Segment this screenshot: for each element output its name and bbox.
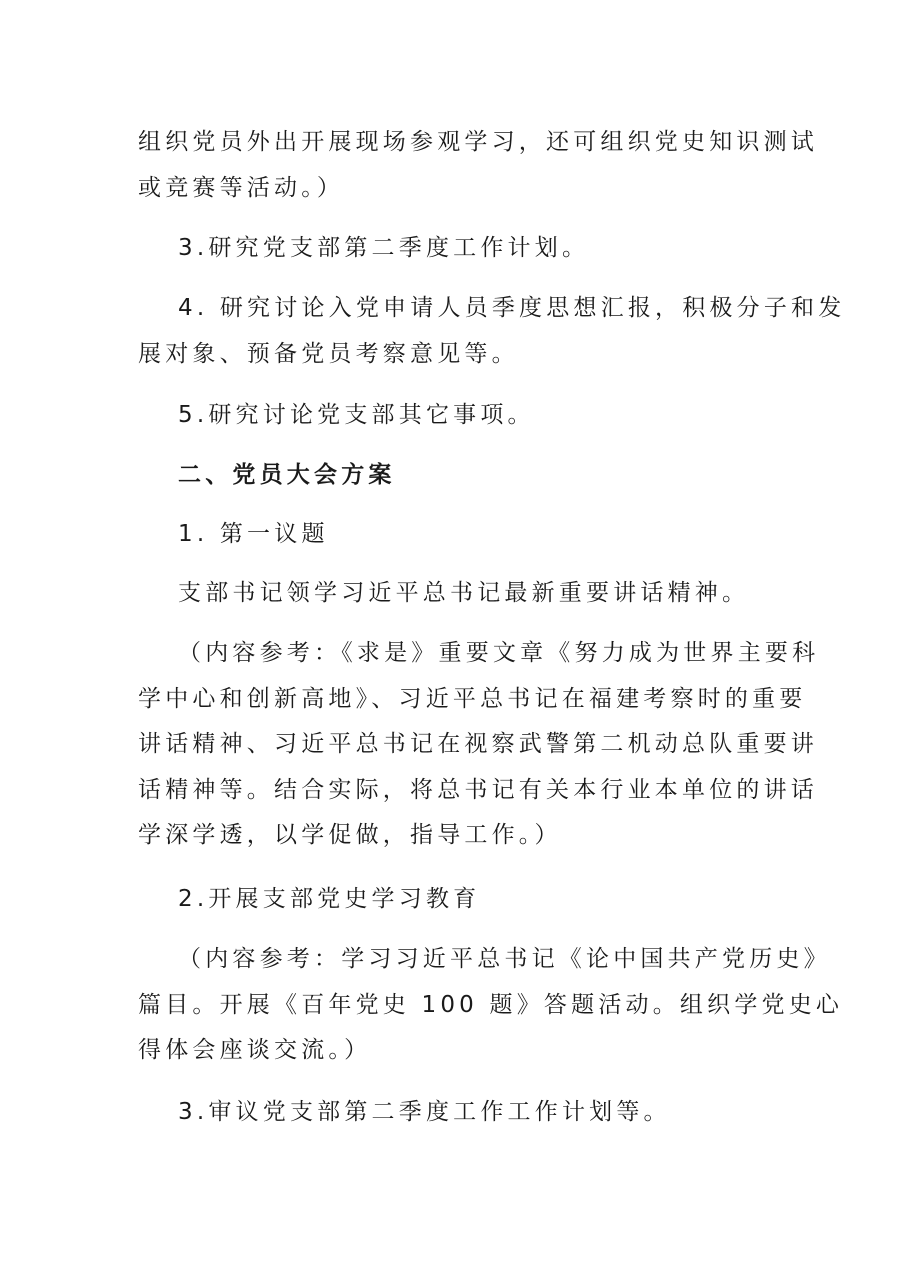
text-line: 学中心和创新高地》、习近平总书记在福建考察时的重要: [138, 685, 807, 712]
text-line: 2.开展支部党史学习教育: [178, 886, 481, 912]
text-line: 讲话精神、习近平总书记在视察武警第二机动总队重要讲: [138, 731, 818, 757]
section-heading-party-meeting: [138, 453, 778, 499]
heading-text: 二、党员大会方案: [178, 462, 396, 488]
text-line: （内容参考：《求是》重要文章《努力成为世界主要科: [178, 640, 820, 666]
text-line: 3.审议党支部第二季度工作工作计划等。: [178, 1099, 671, 1125]
paragraph-item-3-work-plan: [138, 226, 778, 272]
text-line: 或竞赛等活动。）: [138, 174, 345, 201]
text-line: 组织党员外出开展现场参观学习，还可组织党史知识测试: [138, 129, 818, 155]
text-line: 展对象、预备党员考察意见等。: [138, 340, 519, 367]
paragraph-content-reference-1: [138, 631, 820, 859]
text-line: 5.研究讨论党支部其它事项。: [178, 402, 535, 428]
paragraph-item-4-review: [138, 286, 846, 377]
paragraph-activities-continued: [138, 120, 818, 211]
paragraph-secretary-leads: [138, 571, 778, 617]
text-line: 得体会座谈交流。）: [138, 1037, 372, 1063]
text-line: （内容参考：学习习近平总书记《论中国共产党历史》: [178, 946, 831, 972]
paragraph-item-5-other: [138, 393, 778, 439]
subheading-first-topic: [138, 512, 778, 558]
paragraph-item-3-review-plan: [138, 1090, 778, 1136]
subheading-party-history-study: [138, 877, 778, 923]
text-line: 1. 第一议题: [178, 521, 329, 547]
text-line: 4. 研究讨论入党申请人员季度思想汇报，积极分子和发: [178, 295, 846, 321]
paragraph-content-reference-2: [138, 937, 844, 1074]
text-line: 3.研究党支部第二季度工作计划。: [178, 235, 590, 261]
text-line: 支部书记领学习近平总书记最新重要讲话精神。: [178, 580, 750, 606]
text-line: 篇目。开展《百年党史 100 题》答题活动。组织学党史心: [138, 991, 844, 1018]
text-line: 学深学透，以学促做，指导工作。）: [138, 822, 562, 848]
text-line: 话精神等。结合实际，将总书记有关本行业本单位的讲话: [138, 776, 818, 803]
